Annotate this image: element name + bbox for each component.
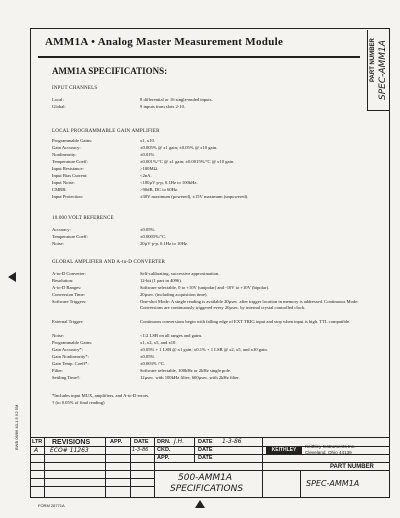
tb-drn-value: J.H.: [174, 438, 185, 445]
tb-part-number: SPEC-AMM1A: [306, 479, 360, 488]
tb-date-header: DATE: [134, 439, 149, 445]
part-number-handwritten: SPEC-AMM1A: [378, 40, 388, 100]
title-rule: [38, 56, 360, 58]
tb-rev-date: 1-3-86: [132, 447, 149, 453]
tb-ltr-header: LTR: [32, 439, 43, 445]
section-title-adc: GLOBAL AMPLIFIER AND A-to-D CONVERTER: [52, 260, 166, 265]
section-title-vref: 10.000 VOLT REFERENCE: [52, 216, 114, 221]
tb-drn-label: DRN.: [157, 439, 171, 445]
document-title: AMM1A • Analog Master Measurement Module: [45, 36, 284, 48]
form-number: FORM 28771A: [38, 503, 65, 508]
spec-sheet-page: AMM1A • Analog Master Measurement Module PART NUMBER SPEC-AMM1A AMM1A SPECIFICATIONS: INPUT CHANNELS Local: 8 differential or 16 single-ended inputs. Global: 9 inputs from slots 2-10. LOCAL PROGRAMMABLE GAIN AMPLIFIER Programmable Gains: x1, x10. Gain Accuracy: ±0.005% @ x1 gain; ±0.05% @ x10 gain. Nonlinearity: ±0.01% Temperature Coeff: ±0.001%/°C @ x1 gain; ±0.0015%/°C @ x10 gain. Input Resistance: >100MΩ. Input Bias Current: <2nA. Input Noise: <100µV p-p, 0.1Hz to 100kHz. CMRR: >90dB, DC to 60Hz. Input Protection: ±30V maximum (powered), ±15V maximum (unpowered). 10.000 VOLT REFERENCE Accuracy: ±0.05%. Temperature Coeff: ±0.0005%/°C. Noise: 20µV p-p, 0.1Hz to 10Hz. GLOBAL AMPLIFIER AND A-to-D CONVERTER A-to-D Converter: Self-calibrating, successive approximation. Resolution: 12-bit (1 part in 4096). A-to-D Ranges: Software selectable, 0 to +10V (unipolar) and -10V to +10V (bipolar). Conversion Time: 20µsec. (including acquisition time). Software Triggers: One-shot Mode: A single reading is available 20µsec. after trigger location in memory is addressed. Continuous Mode: Conversions are continuously triggered every 20µsec. by internal crystal controlled clock. External Trigger: Continuous conversions begin with falling edge of EXT TRIG input and stop when input is high. TTL compatible. Noise: <1/2 LSB on all ranges and gains. Programmable Gains: x1, x2, x5, and x10. Gain Accuracy*: ±0.05% + 1 LSB @ x1 gain; ±0.1% + 1 LSB @ x2, x5, and x10 gain. Gain Nonlinearity*: ±0.05% Gain Temp. Coeff*: ±0.003% /°C. Filter: Software selectable, 100kHz or 2kHz single pole. Settling Time†: 12µsec. with 100kHz filter; 600µsec. with 2kHz filter. *Includes input MUX, amplifiers, and A-to-D errors. † (to 0.05% of final reading) LTR REVISIONS APP. DATE DRN. J.H. DATE 1-3-86 A ECO# 11263 1-3-86 CKD. DATE APP. DATE 500-AMM1A SPECIFICATIONS PART NUMBER SPEC-AMM1A KEITHLEY Keithley Instruments Inc. Cleveland, Ohio 44139 BWB 06/86 40-1.5 X2 5M FORM 28771A: [0, 0, 400, 518]
footnote-2: † (to 0.05% of final reading): [52, 400, 105, 405]
tb-ckd-date-label: DATE: [198, 447, 213, 453]
footnote-1: *Includes input MUX, amplifiers, and A-to-D errors.: [52, 393, 150, 398]
company-name: Keithley Instruments Inc.: [305, 444, 356, 449]
section-title-input: INPUT CHANNELS: [52, 86, 98, 91]
tb-part-number-label: PART NUMBER: [330, 464, 374, 470]
tb-drn-date: 1-3-86: [222, 438, 242, 445]
tb-app-label: APP.: [157, 455, 170, 461]
keithley-logo: KEITHLEY: [266, 446, 302, 455]
tb-rev-letter: A: [34, 447, 39, 454]
tb-revisions-header: REVISIONS: [52, 439, 91, 446]
margin-side-text: BWB 06/86 40-1.5 X2 5M: [14, 404, 19, 450]
tb-drn-date-label: DATE: [198, 439, 213, 445]
tb-doc-number: 500-AMM1A: [178, 473, 232, 483]
tb-app-header: APP.: [110, 439, 123, 445]
company-address: [305, 444, 355, 455]
tb-ckd-label: CKD.: [157, 447, 171, 453]
left-margin-arrow: [8, 272, 16, 282]
part-number-label: PART NUMBER: [370, 38, 376, 82]
section-title-pga: LOCAL PROGRAMMABLE GAIN AMPLIFIER: [52, 129, 160, 134]
specifications-heading: AMM1A SPECIFICATIONS:: [52, 66, 168, 76]
tb-app-date-label: DATE: [198, 455, 213, 461]
tb-doc-title: SPECIFICATIONS: [170, 484, 244, 494]
company-city: Cleveland, Ohio 44139: [305, 449, 352, 455]
tb-rev-description: ECO# 11263: [50, 447, 89, 454]
bottom-center-arrow: [195, 500, 205, 508]
